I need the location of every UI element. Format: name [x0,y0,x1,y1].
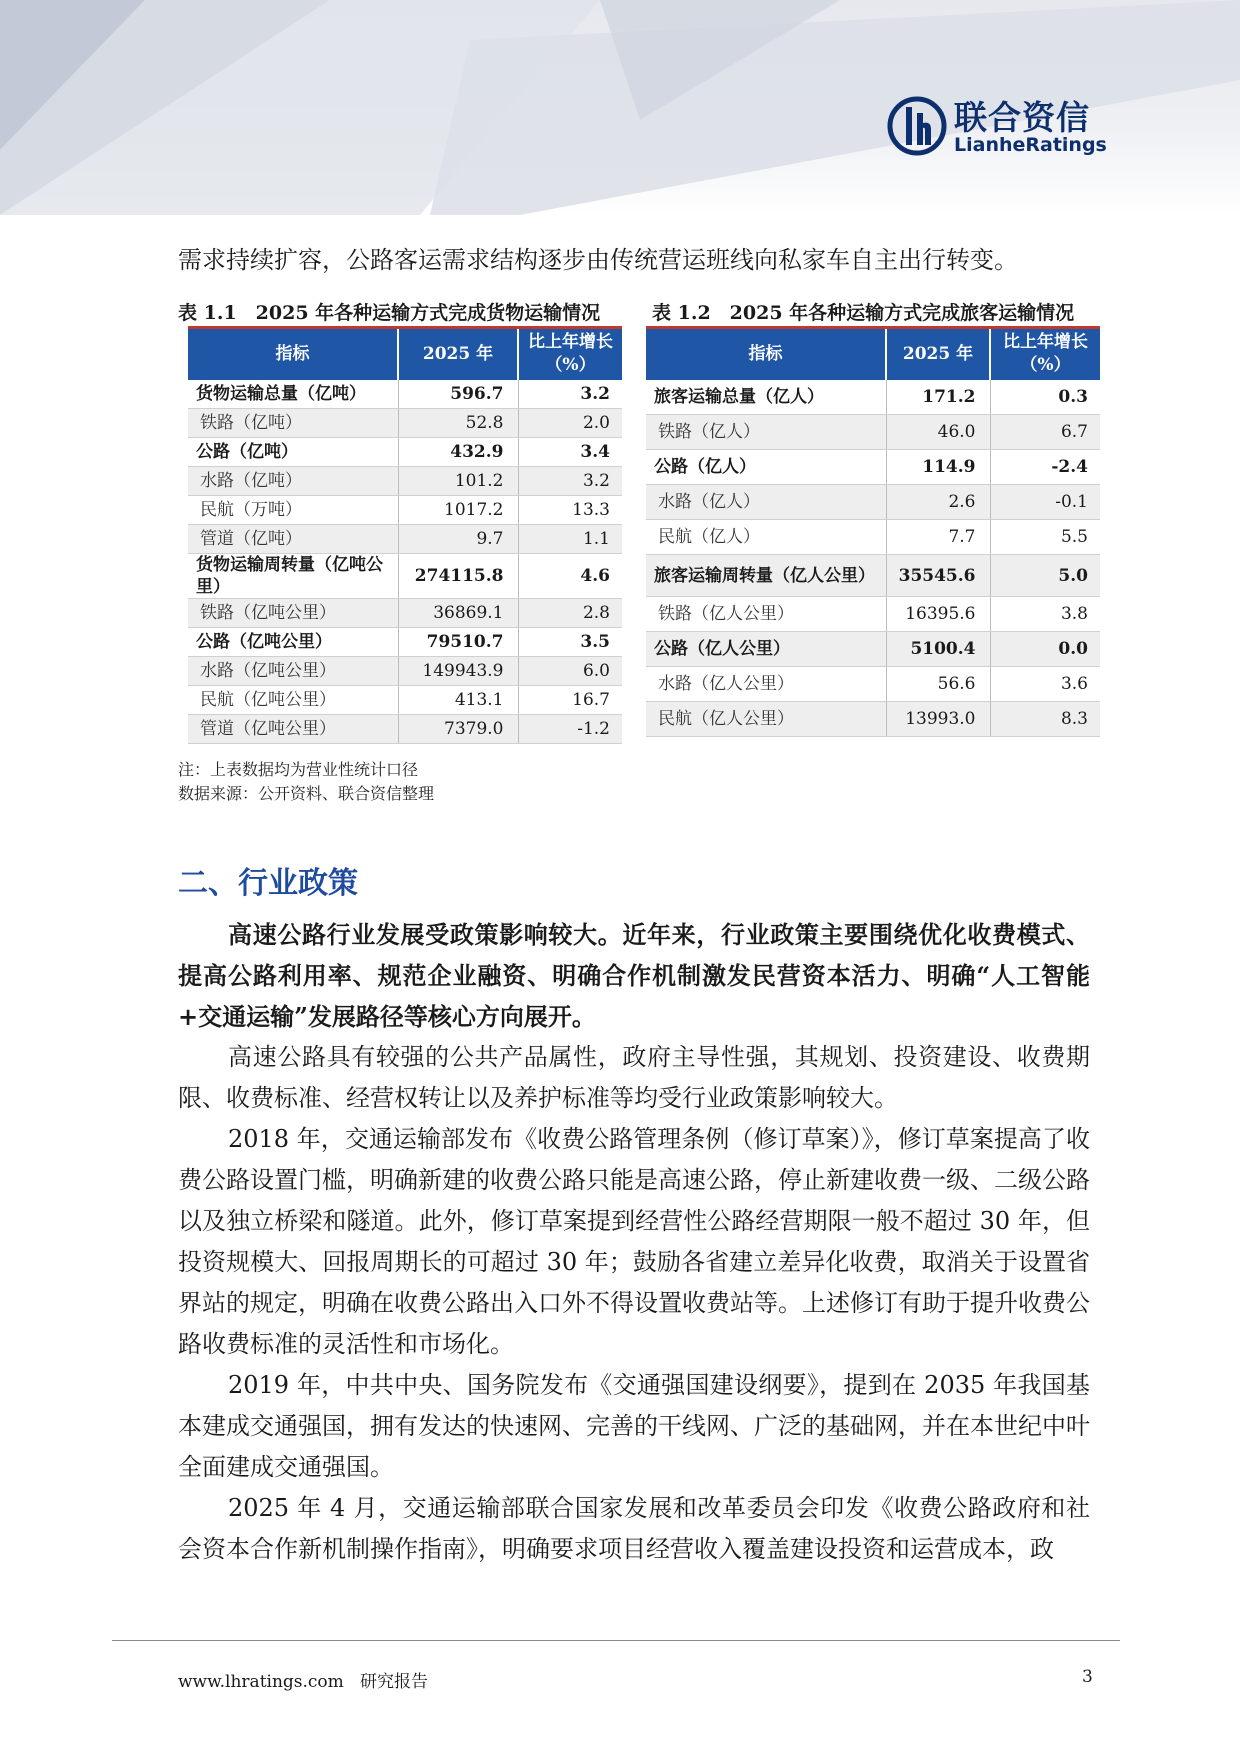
table-row [188,657,622,686]
change-cell: 3.8 [990,597,1100,632]
value-cell: 7379.0 [398,715,518,744]
column-header: 2025 年 [398,328,518,380]
indicator-cell: 水路（亿人公里） [646,667,886,702]
value-cell: 432.9 [398,438,518,467]
indicator-cell: 民航（亿人） [646,520,886,555]
indicator-cell: 公路（亿人） [646,450,886,485]
table-row [188,380,622,409]
indicator-cell: 铁路（亿吨） [188,409,398,438]
value-cell: 171.2 [886,380,990,415]
change-cell: 4.6 [518,554,622,599]
table-row [646,485,1100,520]
indicator-cell: 民航（亿人公里） [646,702,886,737]
column-header: 指标 [188,328,398,380]
change-cell: 3.4 [518,438,622,467]
indicator-cell: 管道（亿吨） [188,525,398,554]
indicator-cell: 铁路（亿人） [646,415,886,450]
change-cell: 3.6 [990,667,1100,702]
body-paragraph: 2019 年，中共中央、国务院发布《交通强国建设纲要》，提到在 2035 年我国基本建成交通强国，拥有发达的快速网、完善的干线网、广泛的基础网，并在本世纪中叶全面建成交通强国。 [178,1371,1090,1481]
table-row [188,438,622,467]
indicator-cell: 民航（万吨） [188,496,398,525]
change-cell: -1.2 [518,715,622,744]
section-title: 二、行业政策 [178,866,358,901]
table-row [646,415,1100,450]
indicator-cell: 水路（亿吨） [188,467,398,496]
table-row [188,628,622,657]
value-cell: 413.1 [398,686,518,715]
value-cell: 274115.8 [398,554,518,599]
change-cell: 2.0 [518,409,622,438]
table2-caption: 表 1.2 2025 年各种运输方式完成旅客运输情况 [652,302,1075,324]
table-row [646,380,1100,415]
column-header: 指标 [646,328,886,380]
table-row [646,667,1100,702]
value-cell: 13993.0 [886,702,990,737]
value-cell: 16395.6 [886,597,990,632]
value-cell: 114.9 [886,450,990,485]
body-paragraph: 高速公路具有较强的公共产品属性，政府主导性强，其规划、投资建设、收费期限、收费标准、经营权转让以及养护标准等均受行业政策影响较大。 [178,1043,1090,1112]
indicator-cell: 铁路（亿吨公里） [188,599,398,628]
change-cell: 2.8 [518,599,622,628]
change-cell: 3.2 [518,380,622,409]
value-cell: 2.6 [886,485,990,520]
change-cell: 3.5 [518,628,622,657]
footer-divider [112,1640,1120,1641]
indicator-cell: 公路（亿人公里） [646,632,886,667]
indicator-cell: 旅客运输周转量（亿人公里） [646,555,886,597]
value-cell: 7.7 [886,520,990,555]
value-cell: 79510.7 [398,628,518,657]
change-cell: 13.3 [518,496,622,525]
data-source: 数据来源：公开资料、联合资信整理 [178,784,435,803]
indicator-cell: 水路（亿人） [646,485,886,520]
value-cell: 101.2 [398,467,518,496]
body-paragraph: 2025 年 4 月，交通运输部联合国家发展和改革委员会印发《收费公路政府和社会资本合作新机制操作指南》，明确要求项目经营收入覆盖建设投资和运营成本，政 [178,1494,1090,1563]
change-cell: 6.7 [990,415,1100,450]
footer-website: www.lhratings.com [178,1672,344,1692]
table-row [188,686,622,715]
indicator-cell: 货物运输总量（亿吨） [188,380,398,409]
table-row [646,702,1100,737]
indicator-cell: 铁路（亿人公里） [646,597,886,632]
change-cell: -2.4 [990,450,1100,485]
table-row [188,715,622,744]
value-cell: 596.7 [398,380,518,409]
change-cell: 1.1 [518,525,622,554]
table-row [646,520,1100,555]
value-cell: 1017.2 [398,496,518,525]
table-row [188,409,622,438]
change-cell: 3.2 [518,467,622,496]
section-summary: 高速公路行业发展受政策影响较大。近年来，行业政策主要围绕优化收费模式、提高公路利用率、规范企业融资、明确合作机制激发民营资本活力、明确“人工智能+交通运输”发展路径等核心方向展开。 [178,920,1090,1031]
freight-table [188,326,622,744]
indicator-cell: 公路（亿吨公里） [188,628,398,657]
table-row [646,450,1100,485]
value-cell: 35545.6 [886,555,990,597]
column-header: 比上年增长（%） [990,328,1100,380]
brand-name-cn: 联合资信 [954,98,1090,137]
change-cell: 0.0 [990,632,1100,667]
table-row [646,632,1100,667]
indicator-cell: 民航（亿吨公里） [188,686,398,715]
value-cell: 5100.4 [886,632,990,667]
brand-name-en: LianheRatings [954,134,1107,156]
value-cell: 149943.9 [398,657,518,686]
value-cell: 9.7 [398,525,518,554]
body-paragraph: 2018 年，交通运输部发布《收费公路管理条例（修订草案）》，修订草案提高了收费公路设置门槛，明确新建的收费公路只能是高速公路，停止新建收费一级、二级公路以及独立桥梁和隧道。此外，修订草案提到经营性公路经营期限一般不超过 30 年，但投资规模大、回报周期长的可超过 30 年；鼓励各省建立差异化收费，取消关于设置省界站的规定，明确在收费公路出入口外不得设置收费站等。上述修订有助于提升收费公路收费标准的灵活性和市场化。 [178,1125,1090,1358]
change-cell: 8.3 [990,702,1100,737]
footer-doc-type: 研究报告 [360,1672,429,1692]
indicator-cell: 水路（亿吨公里） [188,657,398,686]
brand-logo [886,92,1106,162]
header-banner [0,0,1240,215]
table-row [188,599,622,628]
table-row [646,597,1100,632]
value-cell: 52.8 [398,409,518,438]
change-cell: 6.0 [518,657,622,686]
value-cell: 46.0 [886,415,990,450]
intro-paragraph: 需求持续扩容，公路客运需求结构逐步由传统营运班线向私家车自主出行转变。 [178,246,1018,274]
table1-caption: 表 1.1 2025 年各种运输方式完成货物运输情况 [178,302,601,324]
table-row [188,525,622,554]
table-row [646,555,1100,597]
footer-info [178,1667,428,1692]
table-note: 注：上表数据均为营业性统计口径 [178,760,419,779]
indicator-cell: 公路（亿吨） [188,438,398,467]
column-header: 比上年增长（%） [518,328,622,380]
value-cell: 36869.1 [398,599,518,628]
column-header: 2025 年 [886,328,990,380]
table-row [188,496,622,525]
value-cell: 56.6 [886,667,990,702]
indicator-cell: 旅客运输总量（亿人） [646,380,886,415]
lh-circle-logo-icon [886,95,948,157]
change-cell: -0.1 [990,485,1100,520]
change-cell: 5.0 [990,555,1100,597]
indicator-cell: 管道（亿吨公里） [188,715,398,744]
change-cell: 16.7 [518,686,622,715]
change-cell: 5.5 [990,520,1100,555]
table-row [188,554,622,599]
page-number: 3 [1082,1667,1093,1687]
indicator-cell: 货物运输周转量（亿吨公里） [188,554,398,599]
change-cell: 0.3 [990,380,1100,415]
passenger-table [646,326,1100,737]
table-row [188,467,622,496]
